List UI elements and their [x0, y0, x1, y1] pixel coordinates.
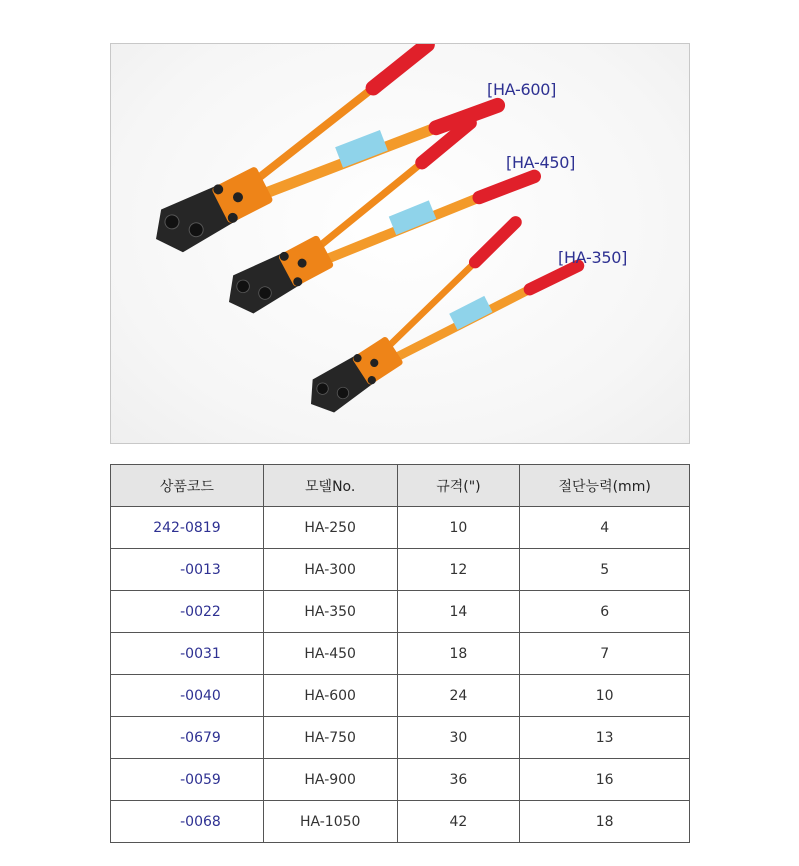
capacity-cell: 16 [520, 759, 690, 801]
table-row [111, 675, 690, 717]
size-cell: 30 [397, 717, 520, 759]
size-cell: 12 [397, 549, 520, 591]
header-product-code: 상품코드 [111, 465, 264, 507]
model-cell: HA-250 [263, 507, 397, 549]
header-capacity: 절단능력(mm) [520, 465, 690, 507]
table-row [111, 759, 690, 801]
bolt-cutters-illustration [111, 44, 689, 443]
product-code-cell: -0040 [111, 675, 264, 717]
model-cell: HA-750 [263, 717, 397, 759]
capacity-cell: 10 [520, 675, 690, 717]
product-code-cell: 242-0819 [111, 507, 264, 549]
product-code-cell: -0679 [111, 717, 264, 759]
product-code-cell: -0022 [111, 591, 264, 633]
model-cell: HA-1050 [263, 801, 397, 843]
size-cell: 24 [397, 675, 520, 717]
capacity-cell: 4 [520, 507, 690, 549]
header-size: 규격(") [397, 465, 520, 507]
product-photo [110, 43, 690, 444]
label-ha-450: [HA-450] [506, 153, 576, 172]
model-cell: HA-600 [263, 675, 397, 717]
capacity-cell: 6 [520, 591, 690, 633]
table-row [111, 801, 690, 843]
table-row [111, 591, 690, 633]
table-row [111, 633, 690, 675]
model-cell: HA-900 [263, 759, 397, 801]
product-code-cell: -0013 [111, 549, 264, 591]
table-header-row [111, 465, 690, 507]
product-code-cell: -0031 [111, 633, 264, 675]
label-ha-350: [HA-350] [558, 248, 628, 267]
product-code-cell: -0068 [111, 801, 264, 843]
capacity-cell: 18 [520, 801, 690, 843]
size-cell: 42 [397, 801, 520, 843]
capacity-cell: 13 [520, 717, 690, 759]
table-row [111, 717, 690, 759]
header-model: 모델No. [263, 465, 397, 507]
capacity-cell: 7 [520, 633, 690, 675]
model-cell: HA-300 [263, 549, 397, 591]
size-cell: 14 [397, 591, 520, 633]
model-cell: HA-350 [263, 591, 397, 633]
model-cell: HA-450 [263, 633, 397, 675]
label-ha-600: [HA-600] [487, 80, 557, 99]
capacity-cell: 5 [520, 549, 690, 591]
product-code-cell: -0059 [111, 759, 264, 801]
size-cell: 10 [397, 507, 520, 549]
table-row [111, 549, 690, 591]
table-row [111, 507, 690, 549]
spec-table [110, 464, 690, 843]
size-cell: 36 [397, 759, 520, 801]
size-cell: 18 [397, 633, 520, 675]
